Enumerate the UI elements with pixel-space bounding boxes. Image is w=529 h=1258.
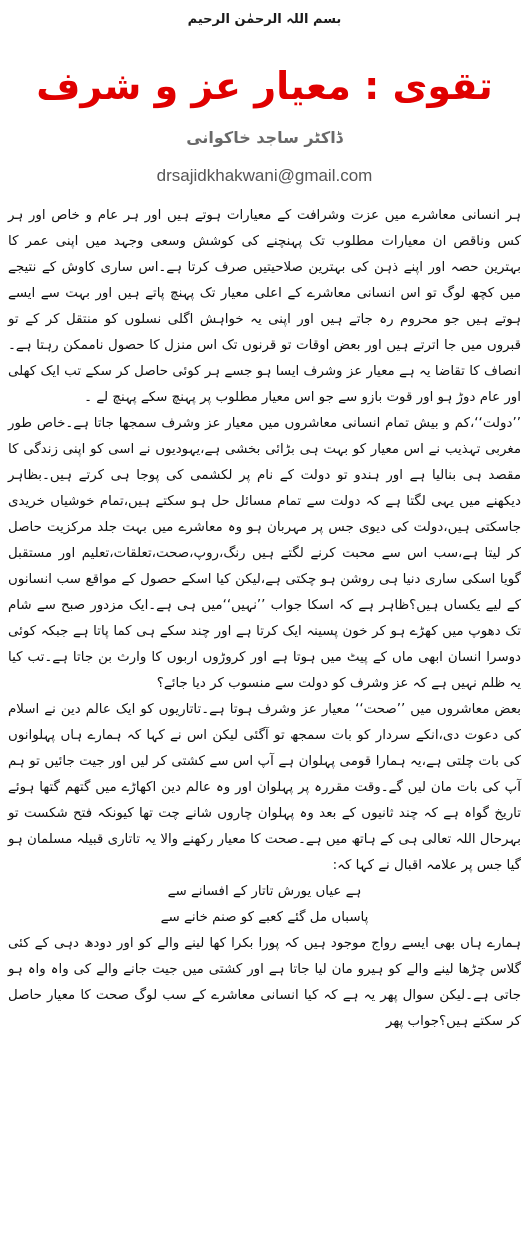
paragraph-1: ہر انسانی معاشرے میں عزت وشرافت کے معیارات ہوتے ہیں اور ہر عام و خاص اور ہر کس وناقص ان معیارات مطلوب تک پہنچنے کی کوشش وسعی وجہد میں اپنی عمر کا بہترین حصہ اور اپنے ذہن کی بہترین صلاحیتیں صرف کرتا ہے۔اس ساری کاوش کے نتیجے میں کچھ لوگ تو اس انسانی معاشرے کے اعلی معیار تک پہنچ پاتے ہیں اور بہت سے ایسے ہوتے ہیں جو محروم رہ جاتے ہیں اور اپنی یہ خواہش اگلی نسلوں کو منتقل کر کے تو قبروں میں جا اترتے ہیں اور بعض اوقات تو قرنوں تک اس منزل کا حصول ناممکن رہتا ہے۔انصاف کا تقاضا یہ ہے معیار عز وشرف ایسا ہو جسے ہر کوئی حاصل کر سکے تب ایک کھلی اور عام دوڑ ہو اور قوت بازو سے جو اس معیار مطلوب پر پہنچ سکے پہنچ لے ۔ [8,208,521,405]
author-email: drsajidkhakwani@gmail.com [156,166,373,185]
author-name: ڈاکٹر ساجد خاکوانی [186,128,343,147]
paragraph-3: بعض معاشروں میں ’’صحت‘‘ معیار عز وشرف ہوتا ہے۔تاتاریوں کو ایک عالم دین نے اسلام کی دعوت دی،انکے سردار کو بات سمجھ تو آگئی لیکن اس نے کہا کہ ہمارے ہاں پہلوانوں کی بات چلتی ہے،یہ ہمارا قومی پہلوان ہے آپ اس سے کشتی کر لیں اور جیت جائیں تو ہم آپ کی بات مان لیں گے۔وقت مقررہ پر پہلوان اور وہ عالم دین اکھاڑے میں گتھم گتھا ہوئے تاریخ گواہ ہے کہ چند ثانیوں کے بعد وہ پہلوان چاروں شانے چت تھا کیونکہ فتح شکست تو بہرحال اللہ تعالی ہی کے ہاتھ میں ہے۔صحت کا معیار رکھنے والا یہ تاتاری قبیلہ مسلمان ہو گیا جس پر علامہ اقبال نے کہا کہ: [8,702,521,873]
bismillah-heading: بسم اللہ الرحمٰن الرحیم [187,12,342,27]
poem-couplet [8,879,521,931]
paragraph-4: ہمارے ہاں بھی ایسے رواج موجود ہیں کہ پورا بکرا کھا لینے والے کو اور دودھ دہی کے کئی گلاس چڑھا لینے والے کو ہیرو مان لیا جاتا ہے اور کشتی میں جیت جانے والے کی واہ واہ ہو جاتی ہے۔لیکن سوال پھر یہ ہے کہ کیا انسانی معاشرے کے سب لوگ صحت کا معیار حاصل کر سکتے ہیں؟جواب پھر [8,936,521,1029]
poem-line-2: پاسباں مل گئے کعبے کو صنم خانے سے [160,910,369,925]
poem-line-1: ہے عیاں یورش تاتار کے افسانے سے [167,884,362,899]
article-title: تقوی : معیار عز و شرف [36,64,493,108]
article-body [8,203,521,1035]
paragraph-2: ’’دولت‘‘،کم و بیش تمام انسانی معاشروں میں معیار عز وشرف سمجھا جاتا ہے۔خاص طور مغربی تہذیب نے اس معیار کو بہت ہی بڑائی بخشی ہے،یہودیوں نے اسی کو اپنی زندگی کا مقصد ہی بنالیا ہے اور ہندو تو دولت کے نام پر لکشمی کی پوجا ہی کرتے ہیں۔بظاہر دیکھنے میں یہی لگتا ہے کہ دولت سے تمام مسائل حل ہو سکتے ہیں،تمام خوشیاں خریدی جاسکتی ہیں،دولت کی دیوی جس پر مہربان ہو وہ معاشرے میں بہت جلد مرکزیت حاصل کر لیتا ہے،سب اس سے محبت کرنے لگتے ہیں رنگ،روپ،صحت،تعلقات،تعلیم اور مستقبل گویا اسکی ساری دنیا ہی روشن ہو چکتی ہے،لیکن کیا اسکے حصول کے مواقع سب انسانوں کے لیے یکساں ہیں؟ظاہر ہے کہ اسکا جواب ’’نہیں‘‘میں ہی ہے۔ایک مزدور صبح سے شام تک دھوپ میں کھڑے ہو کر خون پسینہ ایک کرتا ہے اور چند سکے ہی کما پاتا ہے جبکہ کوئی دوسرا انسان ابھی ماں کے پیٹ میں ہوتا ہے اور کروڑوں اربوں کا وارث بن جاتا ہے۔تب کیا یہ ظلم نہیں ہے کہ عز وشرف کو دولت سے منسوب کر دیا جائے؟ [8,416,521,691]
